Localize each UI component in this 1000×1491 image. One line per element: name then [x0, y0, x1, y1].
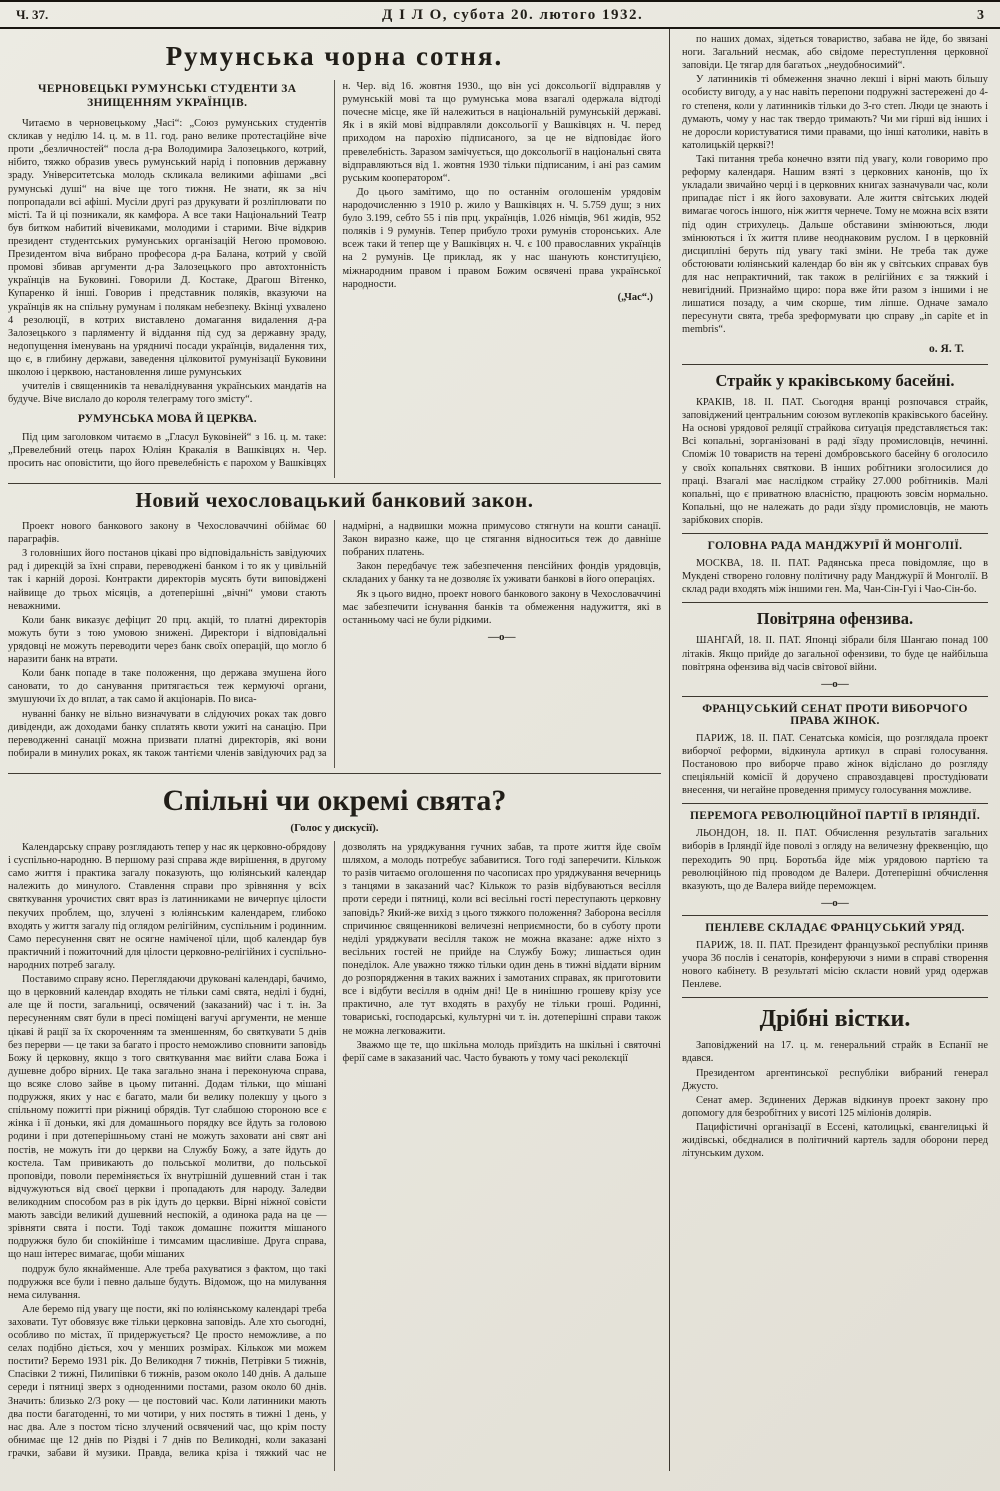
source-credit: („Час“.) — [617, 291, 653, 303]
paragraph: подруж було якнайменше. Але треба рахуватися з фактом, що такі подружжя все були і певно дальше будуть. Відомож, що на милування нема силування. — [8, 1263, 327, 1301]
news-body: КРАКІВ, 18. II. ПАТ. Сьогодня вранці розпочався страйк, заповіджений центральним союзом вуглекопів краківського басейну. На основі урядової реляції страйкова ситуація представляється так: Всі копальні, зорганізовані в раді зїзду промисловців, нечинні. Споміж 10 товариств на терені домбровського басейну 6 оголосило у своїх копальнях святкови. В інших робітники зголосилися до праці. Взагалі має наслідком страйку 27.000 робітників. Малі копальні, що є приватною власністю, працюють зовсім нормально. Копальні, що не належать до ради зїзду промисловців, не мають зарібкових спорів. — [682, 397, 988, 526]
news-item-ireland — [682, 803, 988, 909]
news-body: МОСКВА, 18. II. ПАТ. Радянська преса повідомляє, що в Мукдені створено головну політичну раду Манджурії й Монголії. В склад ради входять між іншими ген. Ма, Чан-Сін-Гуі і Чао-Сін-бо. — [682, 558, 988, 596]
news-item-manchuria — [682, 533, 988, 596]
paragraph: Поставимо справу ясно. Переглядаючи друковані календарі, бачимо, що в церковний календар входять не тільки самі свята, неділі і будні, але ще й пости, загальниці, освячений (заказаний) час і т. ін. За пересуненням свят були в пресі поміщені вагучі аргументи, не менше цікаві й рації за їх скороченням та зменшенням, бо святкувати 5 днів без перерви — це таки за багато і просто неможливо сповнити заповідь Божу й церковну, якщо з того святкування має вийти слава Божа і душевне добро вірних. Це така загально знана і переконуюча справа, що всяке слово зайве в цьому питанні. Додам тільки, що мішані подружжя, яких у нас є багато, мали би велику полекшу у цього з спільному пожитті при ріжниці обрядів. Тут слабшою стороною все є жінка і її доньки, які для домашнього порядку все йдуть за головою родини і при дотеперішньому стані не можуть заховати ані свят ані постів, не можуть іти до церкви на Службу Божу, а зате йдуть до костела. Там привикають до польської молитви, до польської проповіди, поволи переміняється їх внутрішній душевний стан і так відчужуються від своєї церкви і пропадають для народу. Заледви великодним способом раз в рік ідуть до церкви. Вірні ніжної совісти мають завсіди великий душевний неспокій, а одинока рада на це — зрівняти свята і пости. Тоді також домашнє пожиття мішаного подружжя було би спокійніше і тимсамим щасливіше. Друга справа, що наш інтерес вимагає, щоби мішаних — [8, 974, 327, 1261]
news-title: ПЕНЛЕВЕ СКЛАДАЄ ФРАНЦУСЬКИЙ УРЯД. — [705, 921, 965, 934]
paragraph: Але беремо під увагу ще пости, які по юліянському календарі треба заховати. Тут обовязує вже тільки церковна заповідь. Але хто сьогодні, особливо по містах, її придержується? Це просто неможливе, а по селах подібно діється, хоч у менших розмірах. Кількож ми можем постити? Беремо 1931 рік. До Великодня 7 тижнів, Петрівки 5 тижнів, Спасівки 2 тижні, Пилипівки 6 тижнів, разом около 140 днів. А дальше середи і пятниці зверх з одноденними постами, разом около 60 днів. Значить: близько 2/3 року — це постовий час. Коли латинники мають два пости багатоденні, то ми чотири, у них постять в тижні 1 день, у нас два. Але з постом тісно злучений освячений час, що крім посту обнимає ще 12 днів по Різдві і 7 днів по Великодні, коли заказані грачки, забави й музики. Правда, велика кріза і тяжкий час не дозволять на уряджування гучних забав, та проте життя йде своїм шляхом, а молодь потребує забавитися. Того годі заперечити. Кількож то разів читаємо оголошення по часописах про уряджування вечерниць з танцями в заказаний час? Кількож то разів відбуваються весілля проти середи і пятниці, коли всі весільні гості переступають церковну заповідь? Який-же вихід з цього тяжкого положення? Заборона весілля спричинює священникові величезні неприємности, бо в суботу проти неділі уряджувати весілля також не можна вказане: адже ніхто з весільних гостей не прийде на Службу Божу; лишається один понеділок. Але уважно тяжко тільки один день в тижні віддати вірним до розпорядження в таких важних і замотаних справах, як приготовити все і відбути весілля в однім дні! Це в нинішню грошеву крізу усе практично, але тут входять в рахубу не тільки гроші. Родинні, товариські, господарські, культурні чи т. ін. дотеперішні справи також не можна легковажити. — [8, 842, 661, 1460]
paragraph: Коли банк виказує дефіцит 20 прц. акцій, то платні директорів можуть бути з тою умовою знижені. Директори і відповідальні урядовці не можуть переводити через банк своїх операцій, що могло б наразити банк на втрати. — [8, 614, 327, 666]
page-number: 3 — [976, 8, 984, 23]
news-body: ЛЬОНДОН, 18. II. ПАТ. Обчислення результатів загальних виборів в Ірляндії йде поволі з огляду на величезну фреквенцію, що переходить 90 прц. Боротьба йде між урядовою партією та революційною під проводом де Валери. Дотеперішні обчислення вказують, що де Валера вийде переможцем. — [682, 828, 988, 892]
news-title: Повітряна офензива. — [756, 609, 914, 629]
news-title: ПЕРЕМОГА РЕВОЛЮЦІЙНОЇ ПАРТІЇ В ІРЛЯНДІЇ. — [690, 810, 981, 823]
minor-news-items — [682, 1039, 988, 1160]
horizontal-rule — [8, 773, 661, 774]
masthead — [0, 2, 1000, 29]
paragraph: Зважмо ще те, що шкільна молодь приїздить на шкільні і святочні ферії саме в заказаний час. Часто бувають у тому часі реколєкції — [342, 1039, 661, 1064]
news-body: ШАНГАЙ, 18. II. ПАТ. Японці зібрали біля Шангаю понад 100 літаків. Якщо прийде до загальної офензиви, то буде це найбільша повітряна офензива від часів світової війни. — [682, 635, 988, 673]
paragraph: Сенат амер. Зєдинених Держав відкинув проект закону про допомогу для безробітних у висоті 125 міліонів долярів. — [682, 1094, 988, 1119]
article-subtitle: (Голос у дискусії). — [290, 822, 379, 834]
article-body — [8, 80, 661, 478]
article-holidays — [8, 784, 661, 1471]
news-item-painleve — [682, 915, 988, 991]
news-body: ПАРИЖ, 18. II. ПАТ. Сенатська комісія, що розглядала проект виборчої реформи, відкинула артикул в справі голосування. Постановою про виборче право жінок відіслано до розгляду спеціяльній комісії й доручено справоздавцеві простудіювати внесення, чи негайне проведення примусу голосування можливе. — [682, 732, 988, 797]
minor-news-title: Дрібні вістки. — [759, 1006, 911, 1033]
issue-number: Ч. 37. — [16, 7, 49, 22]
paragraph: Коли банк попаде в таке положення, що держава змушена його сановати, то до санування притягається теж кермуючі органи, змушуючи їх до вплат, а так само й акціонарів. По виса- — [8, 668, 327, 706]
paragraph: З головніших його постанов цікаві про відповідальність завідуючих рад і дирекцій за їхні справи, переводжені банком і то як у цивільній так і карній дорозі. Контракти директорів мусять бути виповіджені найвище до трьох місяців, а дотеперішні „вічні“ умови стають неважними. — [8, 548, 327, 612]
separator-mark: —о— — [488, 630, 516, 643]
news-title: ФРАНЦУСЬКИЙ СЕНАТ ПРОТИ ВИБОРЧОГО ПРАВА ЖІНОК. — [702, 702, 968, 727]
separator-mark: —о— — [821, 677, 849, 690]
article-body — [8, 841, 661, 1471]
article-body — [8, 520, 661, 768]
paragraph: Заповіджений на 17. ц. м. генеральний страйк в Еспанії не вдався. — [682, 1040, 988, 1065]
left-section — [0, 29, 669, 1471]
news-item-french-senate — [682, 696, 988, 798]
holidays-continuation — [682, 33, 988, 358]
paragraph: учителів і священників та неваліднування українських мандатів на будуче. Віче вислало до короля телеграму того змісту“. — [8, 381, 327, 406]
article-title: Румунська чорна сотня. — [165, 41, 504, 71]
paragraph: Як з цього видно, проект нового банкового закону в Чехословаччині має забезпечити існування банків та обмеження надужиття, які в останньому часі не були рідкими. — [342, 588, 661, 626]
article-title: Новий чехословацький банковий закон. — [135, 488, 534, 512]
paragraph: У латинників ті обмеження значно лекші і вірні мають більшу особисту вигоду, а у нас навіть перепони подружні застережені до 4-го степеня, коли у латинників тільки до 3-го степ. Люди це знають і думають, чому у нас так твердо тримають? Чи ми гірші від інших і не доросли користуватися тими правами, що інші католики, навіть в католицькій церкві?! — [682, 74, 988, 151]
separator-mark: —о— — [821, 896, 849, 909]
article-subtitle: ЧЕРНОВЕЦЬКІ РУМУНСЬКІ СТУДЕНТИ ЗА ЗНИЩЕННЯМ УКРАЇНЦІВ. — [38, 83, 297, 110]
paragraph: нуванні банку не вільно визначувати в слідуючих роках так довго дивіденди, аж доходами банку сплатять квоти ужиті на санацію. При переводженні санації можна призвати платні директорів, які вони побирали в минулих роках, як також тантієми членів завідуючих рад за надмірні, а надвишки можна примусово стягнути на кошти санації. Закон виразно каже, що це стягання відноситься теж до давніше побраних платень. — [8, 521, 661, 759]
news-item-air-offensive — [682, 602, 988, 689]
continuation-paragraphs — [682, 33, 988, 337]
news-item-strike — [682, 364, 988, 527]
page-body — [0, 29, 1000, 1471]
paragraph: Такі питання треба конечно взяти під увагу, коли говоримо про реформу календаря. Нашим взяті з церковних канонів, що їх укладали звичайно черці і в церковних книгах зазначували час, коли припадає піст і як його заховувати. Але життя світських людей вимагає чогось іншого, ніж життя чернече. Тому не можна всіх взяти під один стрихулець. Дальше обставини змінюються, люди змінюються і їх життя пливе неоднаковим руслом. І в церковній дисципліні беруть під увагу такі зміни. Не треба так дуже обстоювати юліянський календар бо він як у світських справах був для нас непрактичний, так також в релігійних є за тяжкий і невигідний. Признаймо щиро: пора вже йти разом з іншими і не лишатися позаду, а чим скорше, тим ліпше. Одначе замало пересунути свята, треба зреформувати цю справу „in capite et in membris“. — [682, 153, 988, 336]
news-body: ПАРИЖ, 18. II. ПАТ. Президент французької республіки приняв учора 36 послів і сенаторів, конферуючи з ними в справі створення нового кабінету. В результаті місію скласти новий уряд одержав Пенлеве. — [682, 939, 988, 991]
right-column — [669, 29, 1000, 1471]
article-bank-law — [8, 488, 661, 768]
news-title: ГОЛОВНА РАДА МАНДЖУРІЇ Й МОНГОЛІЇ. — [707, 540, 963, 553]
author-signature: о. Я. Т. — [929, 342, 964, 355]
minor-news — [682, 997, 988, 1160]
paragraph: Під цим заголовком читаємо в „Гласул Буковіней“ з 16. ц. м. таке: „Превелебний отець парох Юліян Кракалія в Вашківцях н. Чер. просить нас оповістити, що його превелебність є парохом у Вашківцях н. Чер. від 16. жовтня 1930., що він усі доксольогії відправляв у румунській мові та що румунська мова взагалі одержала відтоді почесне місце, яке їй належиться в національній румунській державі. Як і в якій мові відправляли доксольогії у Вашківцях н. Ч. перед приходом на парохію підписаного, за це не відповідає його превелебність. Заразом замічується, що доксольогії в національні свята відправляються від 1. жовтня 1930 тільки підписаним, і ані раз самим руським кооператором“. — [8, 81, 661, 470]
paragraph: Календарську справу розглядають тепер у нас як церковно-обрядову і суспільно-народню. В першому разі справа жде вирішення, в другому само життя і практика загалу показують, що юліянський календар належить до минулого. Ставлення справи про зрівняння у всіх святкування урочистих свят враз із латинниками не вичерпує цілости пекучих проблем, що, злучені з юліянським календарем, глибоко входять у життя загалу під оглядом релігійним, суспільним і родинним. Само пересунення свят не осягне наміченої ціли, щоб календар був практичний і пожиточний для цілости церковно-релігійних і суспільно-народних потреб загалу. — [8, 842, 327, 971]
paragraph: Президентом аргентинської республіки вибраний генерал Джусто. — [682, 1067, 988, 1092]
article-romanian — [8, 41, 661, 478]
holidays-paragraphs — [8, 841, 661, 1471]
paragraph: Закон передбачує теж забезпечення пенсійних фондів урядовців, складаних у банку та не дозволяє їх уживати банкові в його операціях. — [342, 561, 661, 586]
paragraph: Читаємо в черновецькому „Часі“: „Союз румунських студентів скликав у неділю 14. ц. м. в 11. год. рано велике протестаційне віче проти „безличностей“ посла д-ра Володимира Залозецького, котрий, нібито, тяжко образив увесь румунський нарід і поповнив державну зраду. Університетська молодь скликала великими афішами „всі румунські душі“ на віче ще того тижня. Не знати, як за ніч попропадали всі афіші. Мусіли другі раз друкувати й розліплювати по місті. Та й ці позникали, як камфора. А все таки Національний Театр був битком набитий вічевиками, молодими і старими. Віче відкрив президент студентських румунських організацій Негою промовою. Президентом віча вибрано професора д-ра Балана, котрий у своїй промові збивав аргументи д-ра Залозецького про автохтонність українців на Буковині. Говорили Д. Костаке, Драгош Вітенко, Купаренко й інші. Говорив і представник поляків, вказуючи на українців як на спільну румунам і полякам небезпеку. Вкінці ухвалено 4 резолюції, в котрих виставлено домагання видалення д-ра Залозецького з парляменту й віддання під суд за державну зраду, недопущення іменувань на урядничі посади українців, видалення тих, що є, в глибину держави, заведення цілковитої румунізації Буковини школою і церквою, настановлення лише румунських — [8, 117, 327, 379]
paragraph: Пацифістичні організації в Ессені, католицькі, євангелицькі й жидівські, обєдналися в політичний картель задля оборони перед літунським духом. — [682, 1121, 988, 1160]
paragraph: по наших домах, зідеться товариство, забава не йде, бо звязані ноги. Загальний несмак, або свідоме переступлення церковної заповіди. Це тягар для багатьох „неудобносимий“. — [682, 34, 988, 72]
section-heading: РУМУНСЬКА МОВА Й ЦЕРКВА. — [77, 413, 257, 426]
article-title: Спільні чи окремі свята? — [162, 784, 507, 817]
horizontal-rule — [8, 483, 661, 484]
paragraph: Проект нового банкового закону в Чехословаччині обіймає 60 параграфів. — [8, 521, 327, 546]
paragraph: До цього замітимо, що по останнім оголошенім урядовім народочисленню з 1910 р. жило у Вашківцях н. Ч. 5.759 душ; з них було 3.199, себто 55 і пів прц. українців, 1.026 німців, 961 жидів, 952 поляків і 9 румунів. Тепер прибуло трохи румунів сторонських. Але всеж таки й тепер ще у Вашківцях н. Ч. є 100 православних українців на 2 румунів. Це приклад, як у нас шанують конституцією, міжнародним правом і правом Божим освячені права української народности. — [342, 186, 661, 290]
news-title: Страйк у краківському басейні. — [715, 371, 955, 390]
masthead-title: Д І Л О, субота 20. лютого 1932. — [382, 7, 644, 23]
